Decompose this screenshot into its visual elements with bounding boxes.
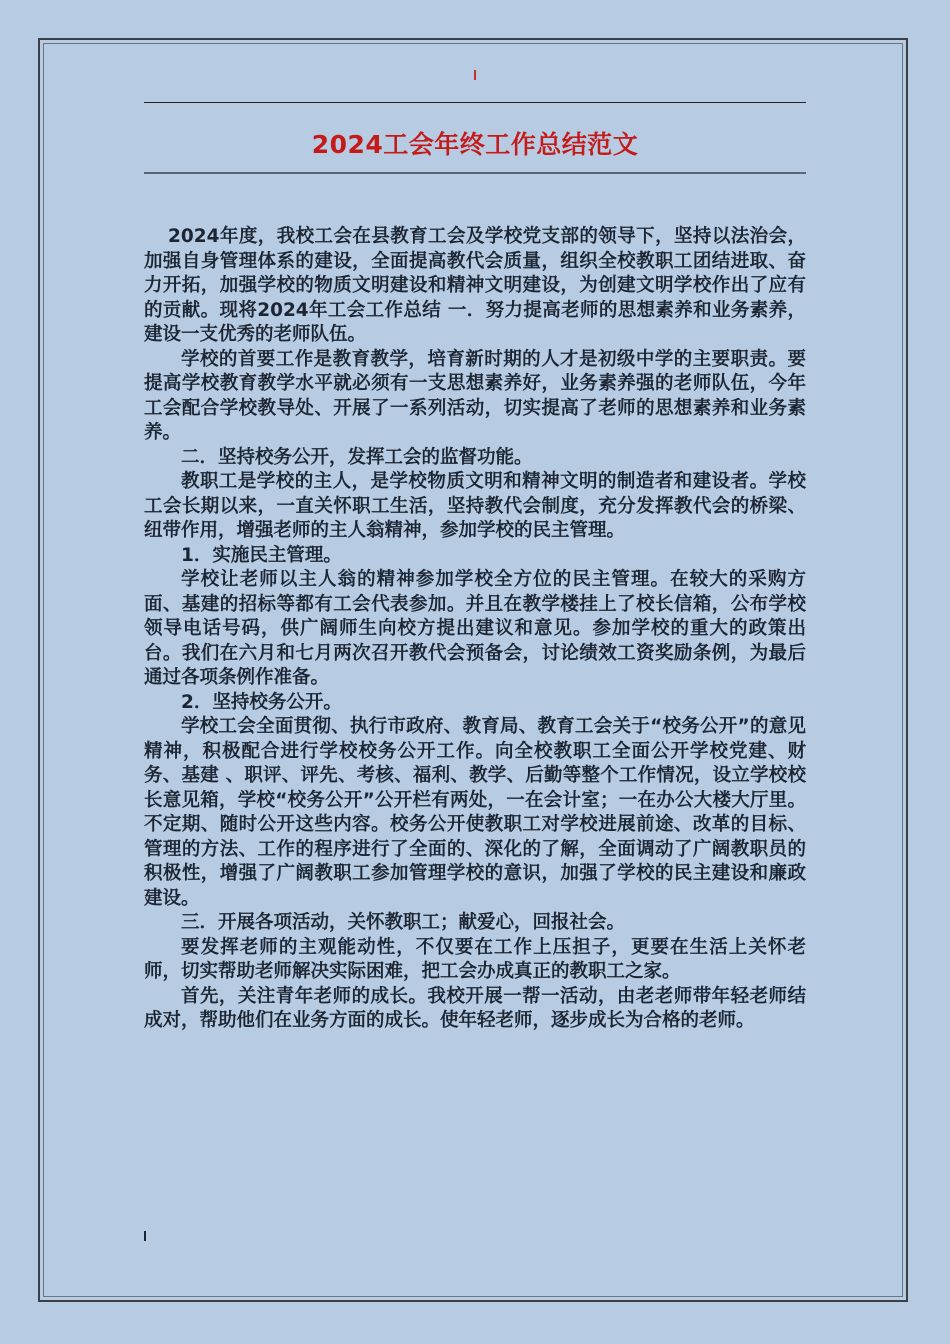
paragraph-6: 要发挥老师的主观能动性，不仅要在工作上压担子，更要在生活上关怀老师，切实帮助老师解决实际困难，把工会办成真正的教职工之家。 [144,936,806,982]
paragraph-3: 教职工是学校的主人，是学校物质文明和精神文明的制造者和建设者。学校工会长期以来，一直关怀职工生活，坚持教代会制度，充分发挥教代会的桥梁、纽带作用，增强老师的主人翁精神，参加学校的民主管理。 [144,471,806,541]
subheading-2: 2．坚持校务公开。 [181,691,342,713]
paragraph-1: 2024年度，我校工会在县教育工会及学校党支部的领导下，坚持以法治会，加强自身管理体系的建设，全面提高教代会质量，组织全校教职工团结进取、奋力开拓，加强学校的物质文明建设和精神文明建设，为创建文明学校作出了应有的贡献。现将2024年工会工作总结 一．努力提高老师的思想素养和业务素养，建设一支优秀的老师队伍。 [144,226,806,345]
footer-mark [144,1231,146,1241]
paragraph-4: 学校让老师以主人翁的精神参加学校全方位的民主管理。在较大的采购方面、基建的招标等都有工会代表参加。并且在教学楼挂上了校长信箱，公布学校领导电话号码，供广阔师生向校方提出建议和意见。参加学校的重大的政策出台。我们在六月和七月两次召开教代会预备会，讨论绩效工资奖励条例，为最后通过各项条例作准备。 [144,569,806,688]
paragraph-5: 学校工会全面贯彻、执行市政府、教育局、教育工会关于“校务公开”的意见精神，积极配合进行学校校务公开工作。向全校教职工全面公开学校党建、财务、基建 、职评、评先、考核、福利、教学、后勤等整个工作情况，设立学校校长意见箱，学校“校务公开”公开栏有两处，一在会计室；一在办公大楼大厅里。不定期、随时公开这些内容。校务公开使教职工对学校进展前途、改革的目标、管理的方法、工作的程序进行了全面的、深化的了解，全面调动了广阔教职员的积极性，增强了广阔教职工参加管理学校的意识，加强了学校的民主建设和廉政建设。 [144,716,806,909]
title-rule [144,172,806,174]
document-body [144,225,806,1034]
heading-2: 二．坚持校务公开，发挥工会的监督功能。 [181,446,533,468]
heading-3: 三．开展各项活动，关怀教职工；献爱心，回报社会。 [181,912,626,933]
header-mark [474,70,476,80]
header-rule [144,102,806,103]
document-title: 2024工会年终工作总结范文 [311,130,639,159]
subheading-1: 1．实施民主管理。 [181,544,342,566]
paragraph-2: 学校的首要工作是教育教学，培育新时期的人才是初级中学的主要职责。要提高学校教育教学水平就必须有一支思想素养好，业务素养强的老师队伍，今年工会配合学校教导处、开展了一系列活动，切实提高了老师的思想素养和业务素养。 [144,348,806,443]
paragraph-7: 首先，关注青年老师的成长。我校开展一帮一活动，由老老师带年轻老师结成对，帮助他们在业务方面的成长。使年轻老师，逐步成长为合格的老师。 [144,985,806,1031]
